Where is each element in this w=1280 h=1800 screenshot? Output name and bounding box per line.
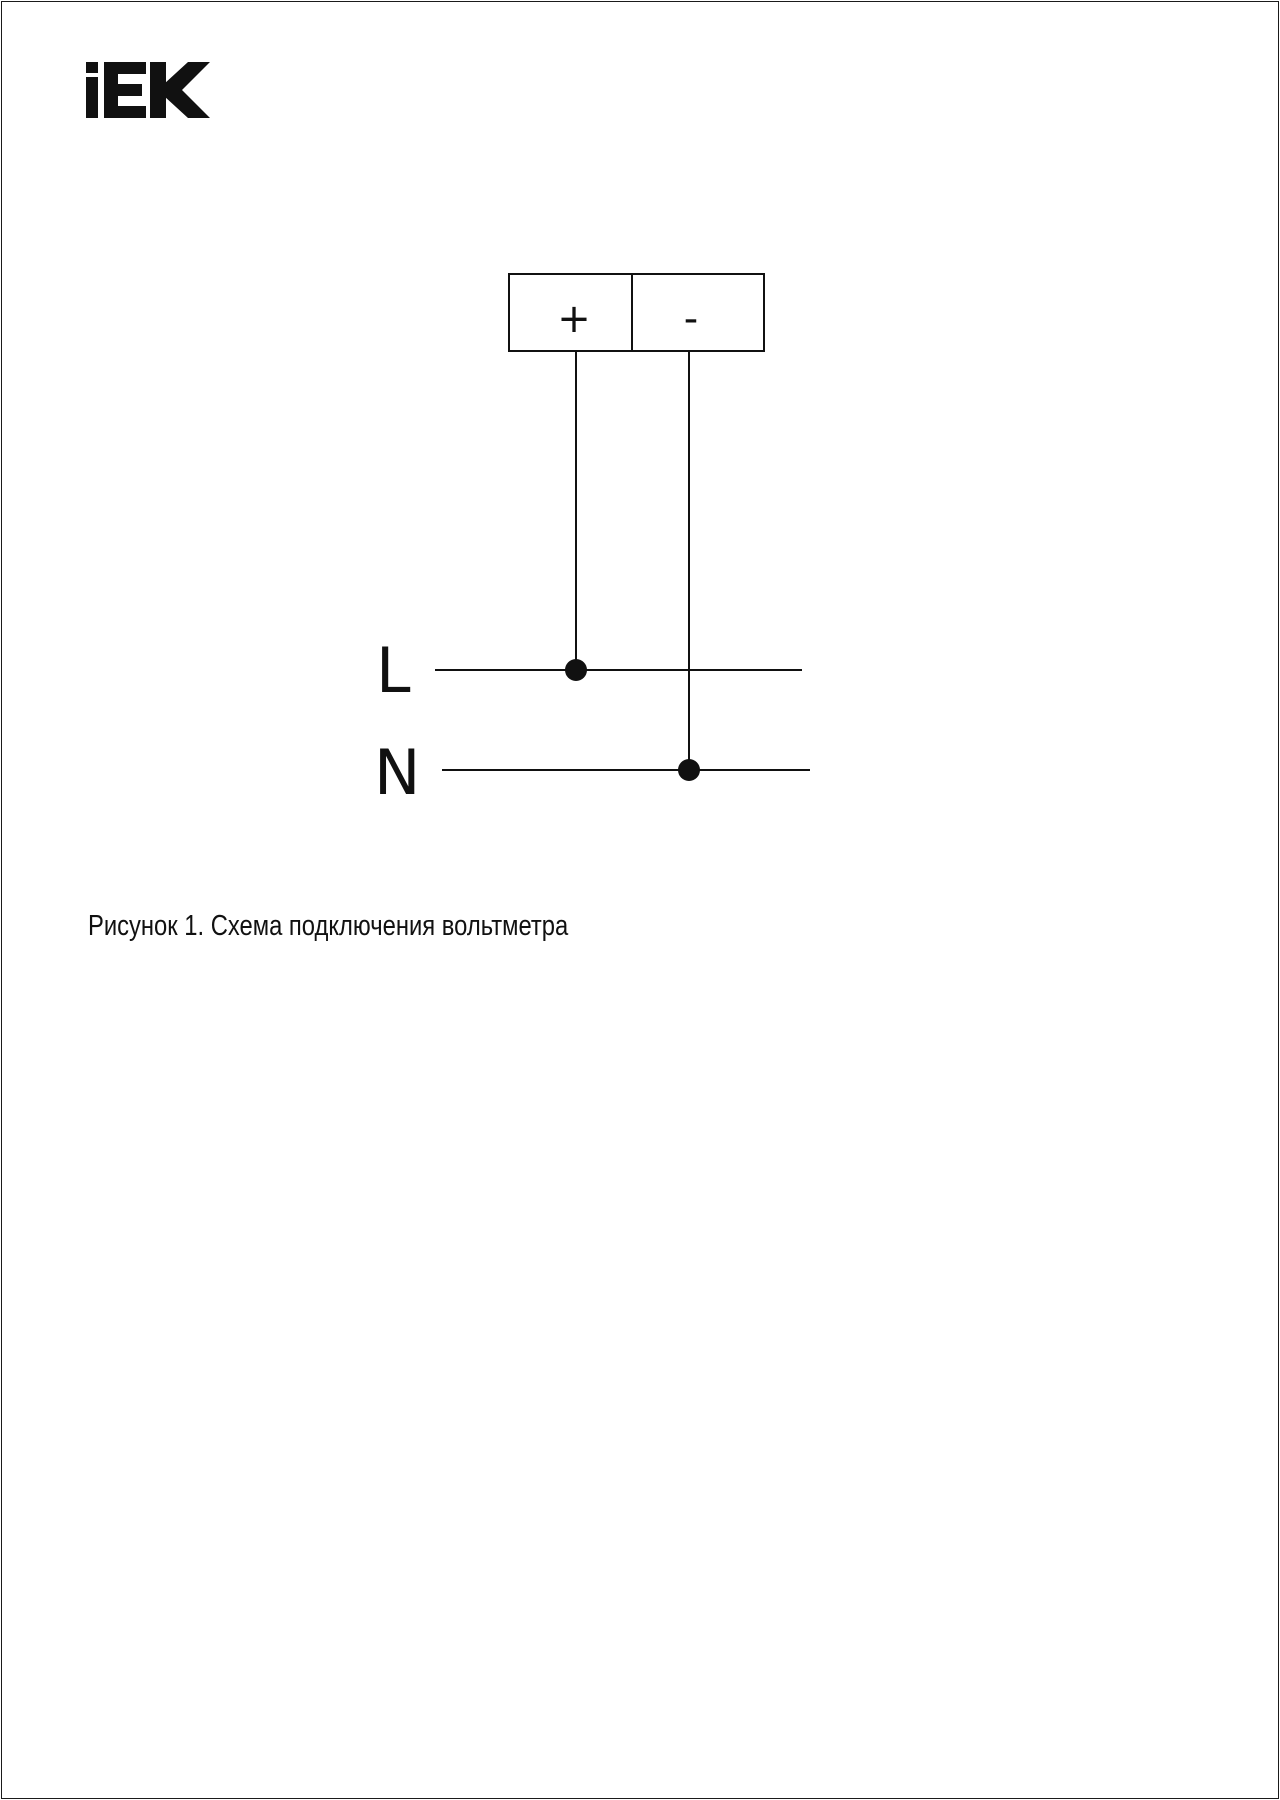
line-l-label: L [376, 634, 411, 707]
figure-caption: Рисунок 1. Схема подключения вольтметра [88, 910, 569, 942]
terminal-block [509, 274, 764, 351]
document-page [1, 1, 1279, 1799]
line-n-label: N [374, 736, 421, 809]
wiring-diagram [2, 2, 1280, 822]
terminal-minus-label: - [683, 296, 699, 342]
junction-dot-l [565, 659, 587, 681]
junction-dot-n [678, 759, 700, 781]
terminal-plus-label: + [557, 296, 591, 342]
